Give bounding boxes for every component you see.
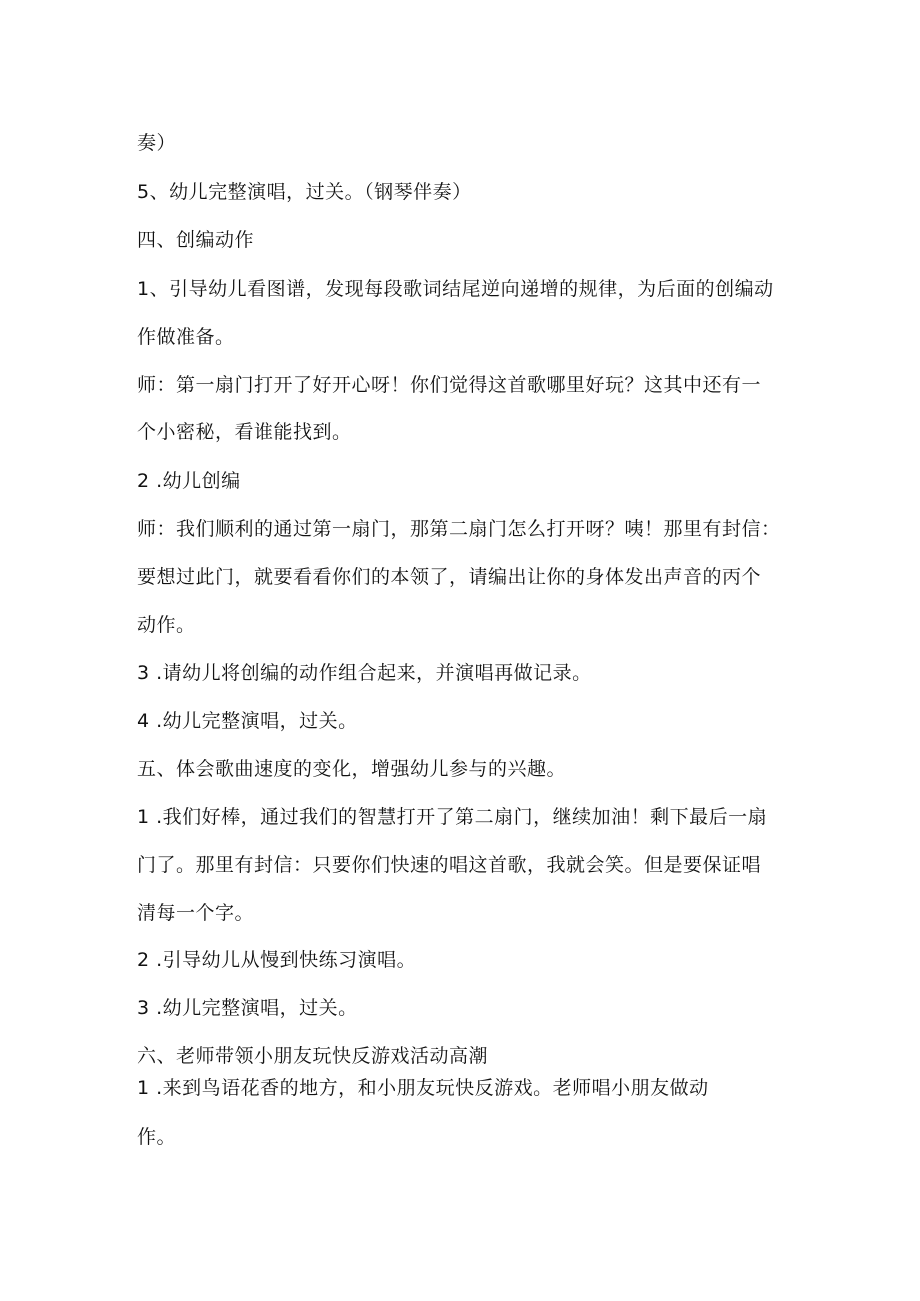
text-line: 师：我们顺利的通过第一扇门，那第二扇门怎么打开呀？咦！那里有封信：: [137, 518, 781, 540]
section-heading: 六、老师带领小朋友玩快反游戏活动高潮: [137, 1045, 489, 1067]
text-line: 要想过此门，就要看看你们的本领了，请编出让你的身体发出声音的丙个: [137, 566, 762, 588]
text-line: 奏）: [137, 132, 177, 154]
text-line: 动作。: [137, 614, 196, 636]
text-line: 3 .请幼儿将创编的动作组合起来，并演唱再做记录。: [137, 662, 592, 684]
section-heading: 五、体会歌曲速度的变化，增强幼儿参与的兴趣。: [137, 758, 567, 780]
text-line: 1、引导幼儿看图谱，发现每段歌词结尾逆向递增的规律，为后面的创编动: [137, 278, 774, 300]
text-line: 作做准备。: [137, 326, 235, 348]
text-line: 2 .幼儿创编: [137, 470, 241, 492]
text-line: 5、幼儿完整演唱，过关。（钢琴伴奏）: [137, 181, 472, 203]
text-line: 门了。那里有封信：只要你们快速的唱这首歌，我就会笑。但是要保证唱: [137, 854, 762, 876]
text-line: 作。: [137, 1126, 177, 1148]
text-line: 清每一个字。: [137, 902, 255, 924]
text-line: 4 .幼儿完整演唱，过关。: [137, 710, 358, 732]
text-line: 3 .幼儿完整演唱，过关。: [137, 997, 358, 1019]
text-line: 1 .我们好棒，通过我们的智慧打开了第二扇门，继续加油！剩下最后一扇: [137, 806, 768, 828]
text-line: 师：第一扇门打开了好开心呀！你们觉得这首歌哪里好玩？这其中还有一: [137, 374, 762, 396]
text-line: 1 .来到鸟语花香的地方，和小朋友玩快反游戏。老师唱小朋友做动: [137, 1077, 709, 1099]
text-line: 个小密秘，看谁能找到。: [137, 421, 352, 443]
section-heading: 四、创编动作: [137, 229, 255, 251]
text-line: 2 .引导幼儿从慢到快练习演唱。: [137, 949, 417, 971]
